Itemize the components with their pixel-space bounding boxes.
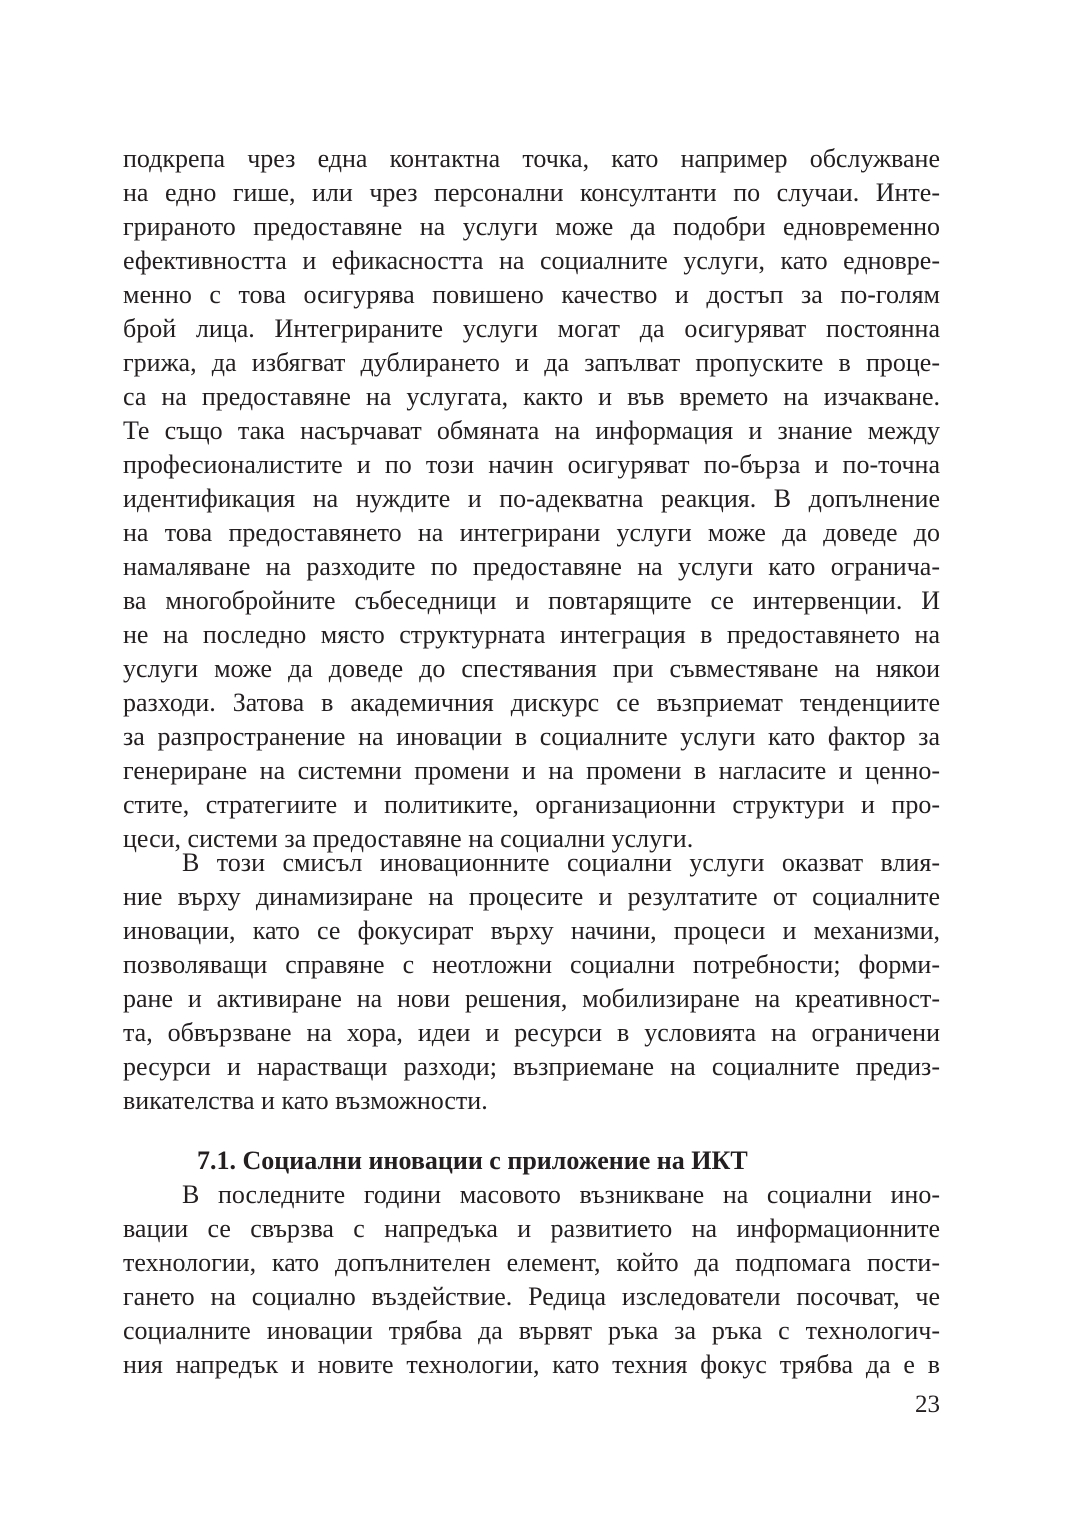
- text-line: грираното предоставяне на услуги може да подобри едновременно: [123, 212, 940, 241]
- text-line: Те също така насърчават обмяната на информация и знание между: [123, 416, 940, 445]
- text-line: стите, стратегиите и политиките, организационни структури и про-: [123, 790, 940, 819]
- text-line: разходи. Затова в академичния дискурс се възприемат тенденциите: [123, 688, 940, 717]
- text-line: технологии, като допълнителен елемент, който да подпомага пости-: [123, 1248, 940, 1277]
- text-line: идентификация на нуждите и по-адекватна реакция. В допълнение: [123, 484, 940, 513]
- paragraph-ict-innovations: [123, 1178, 940, 1382]
- text-line: иновации, като се фокусират върху начини, процеси и механизми,: [123, 916, 940, 945]
- paragraph-innovative-services: [123, 846, 940, 1118]
- text-line: В този смисъл иновационните социални услуги оказват влия-: [182, 848, 940, 877]
- text-line: В последните години масовото възникване на социални ино-: [182, 1180, 940, 1209]
- text-line: вации се свързва с напредъка и развитието на информационните: [123, 1214, 940, 1243]
- text-line: професионалистите и по този начин осигуряват по-бърза и по-точна: [123, 450, 940, 479]
- page-number: 23: [915, 1391, 940, 1418]
- text-line: ране и активиране на нови решения, мобилизиране на креативност-: [123, 984, 940, 1013]
- text-line: ресурси и нарастващи разходи; възприемане на социалните предиз-: [123, 1052, 940, 1081]
- text-line: гането на социално въздействие. Редица изследователи посочват, че: [123, 1282, 940, 1311]
- text-line: брой лица. Интегрираните услуги могат да осигуряват постоянна: [123, 314, 940, 343]
- paragraph-integrated-services: [123, 142, 940, 856]
- text-line: подкрепа чрез една контактна точка, като например обслужване: [123, 144, 940, 173]
- text-line: услуги може да доведе до спестявания при съвместяване на някои: [123, 654, 940, 683]
- text-line: ния напредък и новите технологии, като техния фокус трябва да е в: [123, 1350, 940, 1379]
- text-line: не на последно място структурната интеграция в предоставянето на: [123, 620, 940, 649]
- text-line: та, обвързване на хора, идеи и ресурси в условията на ограничени: [123, 1018, 940, 1047]
- text-line: намаляване на разходите по предоставяне на услуги като огранича-: [123, 552, 940, 581]
- section-heading: 7.1. Социални иновации с приложение на ИКТ: [197, 1146, 748, 1175]
- text-line: позволяващи справяне с неотложни социални потребности; форми-: [123, 950, 940, 979]
- text-line: на това предоставянето на интегрирани услуги може да доведе до: [123, 518, 940, 547]
- text-line: на едно гише, или чрез персонални консултанти по случаи. Инте-: [123, 178, 940, 207]
- text-line: грижа, да избягват дублирането и да запълват пропуските в проце-: [123, 348, 940, 377]
- text-line: ние върху динамизиране на процесите и резултатите от социалните: [123, 882, 940, 911]
- text-line: викателства и като възможности.: [123, 1086, 488, 1115]
- text-line: са на предоставяне на услугата, както и във времето на изчакване.: [123, 382, 940, 411]
- text-line: менно с това осигурява повишено качество и достъп за по-голям: [123, 280, 940, 309]
- text-line: ва многобройните събеседници и повтарящите се интервенции. И: [123, 586, 940, 615]
- text-line: социалните иновации трябва да вървят ръка за ръка с технологич-: [123, 1316, 940, 1345]
- text-line: за разпространение на иновации в социалните услуги като фактор за: [123, 722, 940, 751]
- text-line: цеси, системи за предоставяне на социални услуги.: [123, 824, 694, 853]
- text-line: генериране на системни промени и на промени в нагласите и ценно-: [123, 756, 940, 785]
- text-line: ефективността и ефикасността на социалните услуги, като едновре-: [123, 246, 940, 275]
